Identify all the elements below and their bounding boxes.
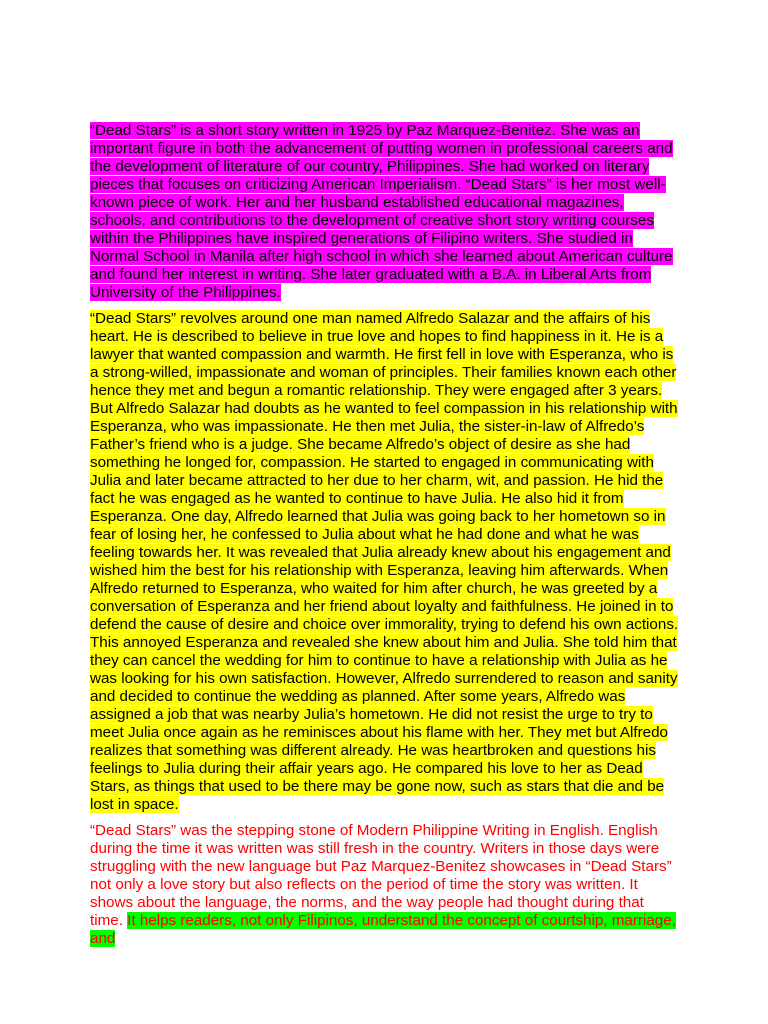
paragraph-significance [90, 822, 680, 948]
paragraph-author-background [90, 122, 680, 302]
paragraph-plot-summary [90, 310, 680, 814]
document-page [90, 122, 680, 956]
yellow-highlighted-text: “Dead Stars” revolves around one man named Alfredo Salazar and the affairs of his heart. He is described to believe in true love and hopes to find happiness in it. He is a lawyer that wanted compassion and warmth. He first fell in love with Esperanza, who is a strong-willed, impassionate and woman of principles. Their families known each other hence they met and begun a romantic relationship. They were engaged after 3 years. But Alfredo Salazar had doubts as he wanted to feel compassion in his relationship with Esperanza, who was impassionate. He then met Julia, the sister-in-law of Alfredo’s Father’s friend who is a judge. She became Alfredo’s object of desire as she had something he longed for, compassion. He started to engaged in communicating with Julia and later became attracted to her due to her charm, wit, and passion. He hid the fact he was engaged as he wanted to continue to have Julia. He also hid it from Esperanza. One day, Alfredo learned that Julia was going back to her hometown so in fear of losing her, he confessed to Julia about what he had done and what he was feeling towards her. It was revealed that Julia already knew about his engagement and wished him the best for his relationship with Esperanza, leaving him afterwards. When Alfredo returned to Esperanza, who waited for him after church, he was greeted by a conversation of Esperanza and her friend about loyalty and faithfulness. He joined in to defend the cause of desire and choice over immorality, trying to defend his own actions. This annoyed Esperanza and revealed she knew about him and Julia. She told him that they can cancel the wedding for him to continue to have a relationship with Julia as he was looking for his own satisfaction. However, Alfredo surrendered to reason and sanity and decided to continue the wedding as planned. After some years, Alfredo was assigned a job that was nearby Julia’s hometown. He did not resist the urge to try to meet Julia once again as he reminisces about his flame with her. They met but Alfredo realizes that something was different already. He was heartbroken and questions his feelings to Julia during their affair years ago. He compared his love to her as Dead Stars, as things that used to be there may be gone now, such as stars that die and be lost in space. [90, 310, 679, 813]
magenta-highlighted-text: “Dead Stars” is a short story written in 1925 by Paz Marquez-Benitez. She was an important figure in both the advancement of putting women in professional careers and the development of literature of our country, Philippines. She had worked on literary pieces that focuses on criticizing American Imperialism. “Dead Stars” is her most well-known piece of work. Her and her husband established educational magazines, schools, and contributions to the development of creative short story writing courses within the Philippines have inspired generations of Filipino writers. She studied in Normal School in Manila after high school in which she learned about American culture and found her interest in writing. She later graduated with a B.A. in Liberal Arts from University of the Philippines. [90, 122, 673, 301]
green-highlighted-text: It helps readers, not only Filipinos, understand the concept of courtship, marriage, and [90, 912, 676, 947]
red-text: “Dead Stars” was the stepping stone of Modern Philippine Writing in English. English during the time it was written was still fresh in the country. Writers in those days were struggling with the new language but Paz Marquez-Benitez showcases in “Dead Stars” not only a love story but also reflects on the period of time the story was written. It shows about the language, the norms, and the way people had thought during that time. [90, 822, 672, 929]
